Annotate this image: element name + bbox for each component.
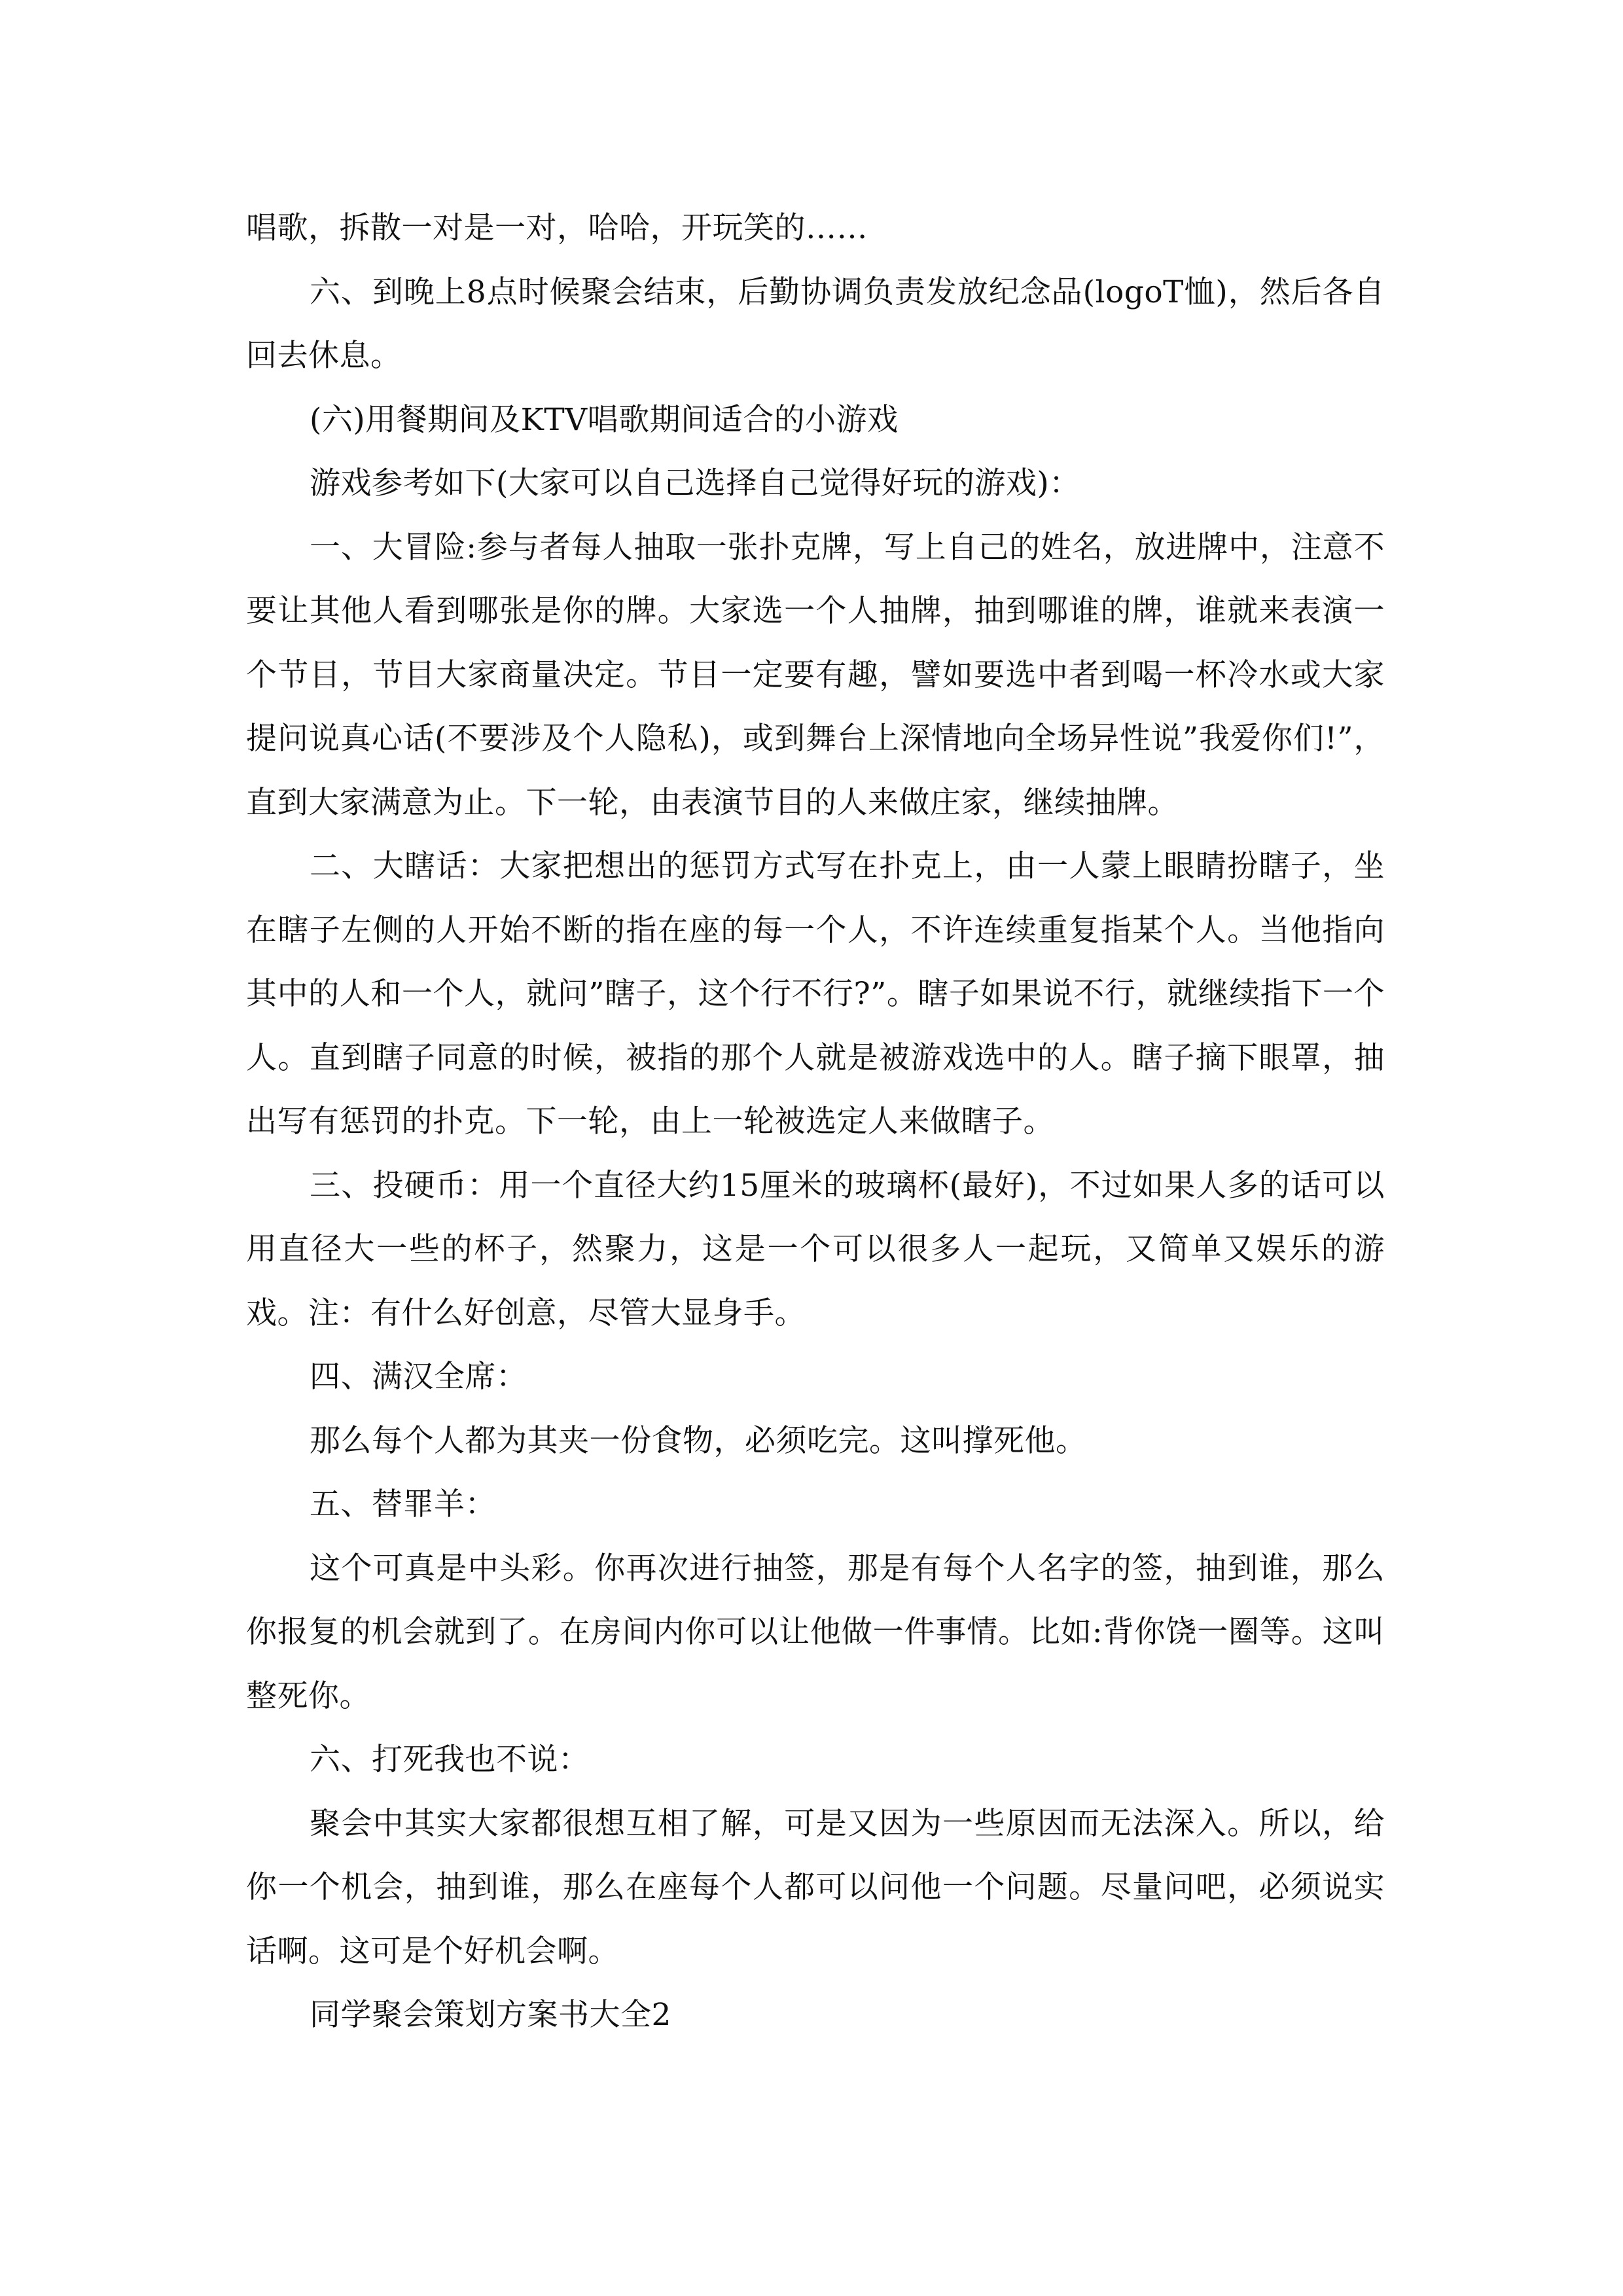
paragraph-continuation: 唱歌，拆散一对是一对，哈哈，开玩笑的……: [246, 210, 868, 246]
paragraph-game-feast-body: 那么每个人都为其夹一份食物，必须吃完。这叫撑死他。: [310, 1422, 1087, 1459]
section-heading-plan-2: 同学聚会策划方案书大全2: [310, 1997, 671, 2033]
paragraph-game-silent-body: 聚会中其实大家都很想互相了解，可是又因为一些原因而无法深入。所以，给你一个机会，抽到谁，那么在座每个人都可以问他一个问题。尽量问吧，必须说实话啊。这可是个好机会啊。: [246, 1805, 1385, 1969]
paragraph-game-adventure: 一、大冒险:参与者每人抽取一张扑克牌，写上自己的姓名，放进牌中，注意不要让其他人看到哪张是你的牌。大家选一个人抽牌，抽到哪谁的牌，谁就来表演一个节目，节目大家商量决定。节目一定要有趣，譬如要选中者到喝一杯冷水或大家提问说真心话(不要涉及个人隐私)，或到舞台上深情地向全场异性说”我爱你们!”，直到大家满意为止。下一轮，由表演节目的人来做庄家，继续抽牌。: [246, 529, 1385, 821]
paragraph-game-blind: 二、大瞎话：大家把想出的惩罚方式写在扑克上，由一人蒙上眼睛扮瞎子，坐在瞎子左侧的人开始不断的指在座的每一个人，不许连续重复指某个人。当他指向其中的人和一个人，就问”瞎子，这个行不行?”。瞎子如果说不行，就继续指下一个人。直到瞎子同意的时候，被指的那个人就是被游戏选中的人。瞎子摘下眼罩，抽出写有惩罚的扑克。下一轮，由上一轮被选定人来做瞎子。: [246, 848, 1385, 1139]
paragraph-event-end: 六、到晚上8点时候聚会结束，后勤协调负责发放纪念品(logoT恤)，然后各自回去休息。: [246, 274, 1385, 374]
paragraph-game-scapegoat-title: 五、替罪羊：: [310, 1486, 496, 1522]
paragraph-game-silent-title: 六、打死我也不说：: [310, 1742, 590, 1778]
document-body: [246, 196, 1385, 2047]
paragraph-games-intro: 游戏参考如下(大家可以自己选择自己觉得好玩的游戏)：: [310, 465, 1080, 501]
paragraph-game-coin: 三、投硬币：用一个直径大约15厘米的玻璃杯(最好)，不过如果人多的话可以用直径大一些的杯子，然聚力，这是一个可以很多人一起玩，又简单又娱乐的游戏。注：有什么好创意，尽管大显身手。: [246, 1167, 1385, 1331]
paragraph-game-feast-title: 四、满汉全席：: [310, 1359, 527, 1395]
section-heading-games: (六)用餐期间及KTV唱歌期间适合的小游戏: [310, 401, 899, 438]
paragraph-game-scapegoat-body: 这个可真是中头彩。你再次进行抽签，那是有每个人名字的签，抽到谁，那么你报复的机会就到了。在房间内你可以让他做一件事情。比如:背你饶一圈等。这叫整死你。: [246, 1550, 1385, 1714]
